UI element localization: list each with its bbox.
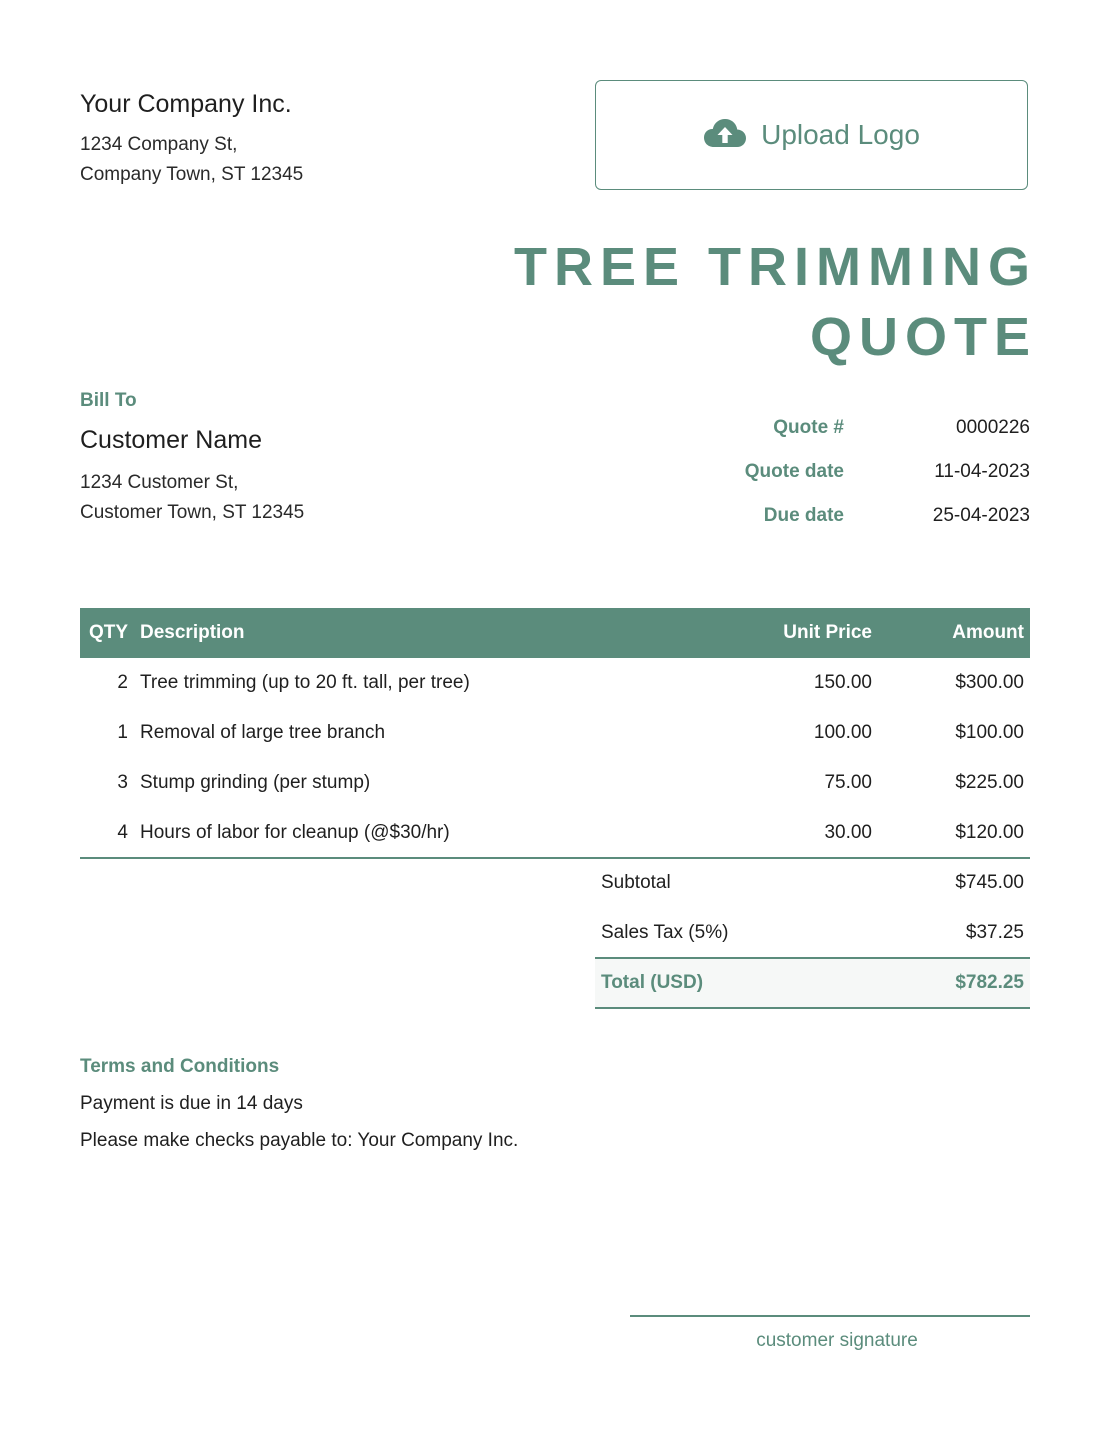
total-label: Total (USD) [595, 958, 871, 1008]
signature-line [630, 1315, 1030, 1317]
quote-date-label: Quote date [744, 461, 844, 482]
terms-heading: Terms and Conditions [80, 1056, 280, 1077]
row-qty: 4 [80, 808, 134, 858]
row-description: Tree trimming (up to 20 ft. tall, per tree) [140, 672, 470, 693]
row-qty: 1 [117, 722, 128, 743]
customer-address-line1: 1234 Customer St, [80, 472, 239, 493]
row-qty: 3 [117, 772, 128, 793]
header-unit-price: Unit Price [783, 622, 872, 643]
table-header-row [80, 608, 1030, 658]
table-row [80, 808, 1030, 858]
header-description: Description [140, 622, 245, 643]
company-name: Your Company Inc. [80, 90, 292, 118]
row-description: Removal of large tree branch [140, 722, 386, 743]
terms-line2: Please make checks payable to: Your Company Inc. [80, 1130, 519, 1151]
table-row [80, 758, 1030, 808]
sales-tax-value: $37.25 [965, 921, 1024, 943]
due-date-label: Due date [763, 505, 844, 526]
sales-tax-label: Sales Tax (5%) [601, 921, 729, 943]
sales-tax-row [595, 908, 1030, 958]
terms-line1: Payment is due in 14 days [80, 1093, 303, 1114]
row-unit-price: 100.00 [813, 722, 872, 743]
subtotal-value: $745.00 [955, 872, 1024, 893]
totals-table [595, 858, 1030, 1009]
total-value: $782.25 [871, 958, 1030, 1008]
signature-label: customer signature [756, 1330, 918, 1351]
row-amount: $100.00 [955, 722, 1024, 743]
row-description: Stump grinding (per stump) [140, 772, 371, 793]
subtotal-row [595, 858, 1030, 908]
quote-number-value: 0000226 [956, 417, 1030, 438]
company-address-line1: 1234 Company St, [80, 134, 238, 155]
row-amount: $300.00 [955, 672, 1024, 693]
due-date-value: 25-04-2023 [932, 505, 1030, 526]
table-row [80, 658, 1030, 708]
header-qty: QTY [88, 622, 128, 643]
subtotal-label: Subtotal [601, 872, 671, 893]
row-amount: $225.00 [955, 772, 1024, 793]
cloud-upload-icon [703, 118, 747, 153]
upload-logo-button[interactable] [595, 80, 1028, 190]
line-items-table [80, 608, 1030, 859]
row-description: Hours of labor for cleanup (@$30/hr) [134, 808, 686, 858]
upload-logo-label: Upload Logo [761, 119, 920, 150]
row-unit-price: 30.00 [686, 808, 878, 858]
bill-to-label: Bill To [80, 390, 137, 411]
document-title-line1: TREE TRIMMING [514, 237, 1037, 297]
row-qty: 2 [117, 672, 128, 693]
row-amount: $120.00 [878, 808, 1030, 858]
customer-address-line2: Customer Town, ST 12345 [80, 502, 305, 523]
total-row [595, 958, 1030, 1008]
document-title [477, 232, 1037, 372]
row-unit-price: 150.00 [813, 672, 872, 693]
header-amount: Amount [952, 622, 1024, 643]
quote-date-value: 11-04-2023 [934, 461, 1030, 482]
quote-number-label: Quote # [773, 417, 844, 438]
document-title-line2: QUOTE [809, 307, 1037, 367]
table-row [80, 708, 1030, 758]
customer-name: Customer Name [80, 426, 262, 454]
row-unit-price: 75.00 [824, 772, 872, 793]
company-address-line2: Company Town, ST 12345 [80, 164, 304, 185]
